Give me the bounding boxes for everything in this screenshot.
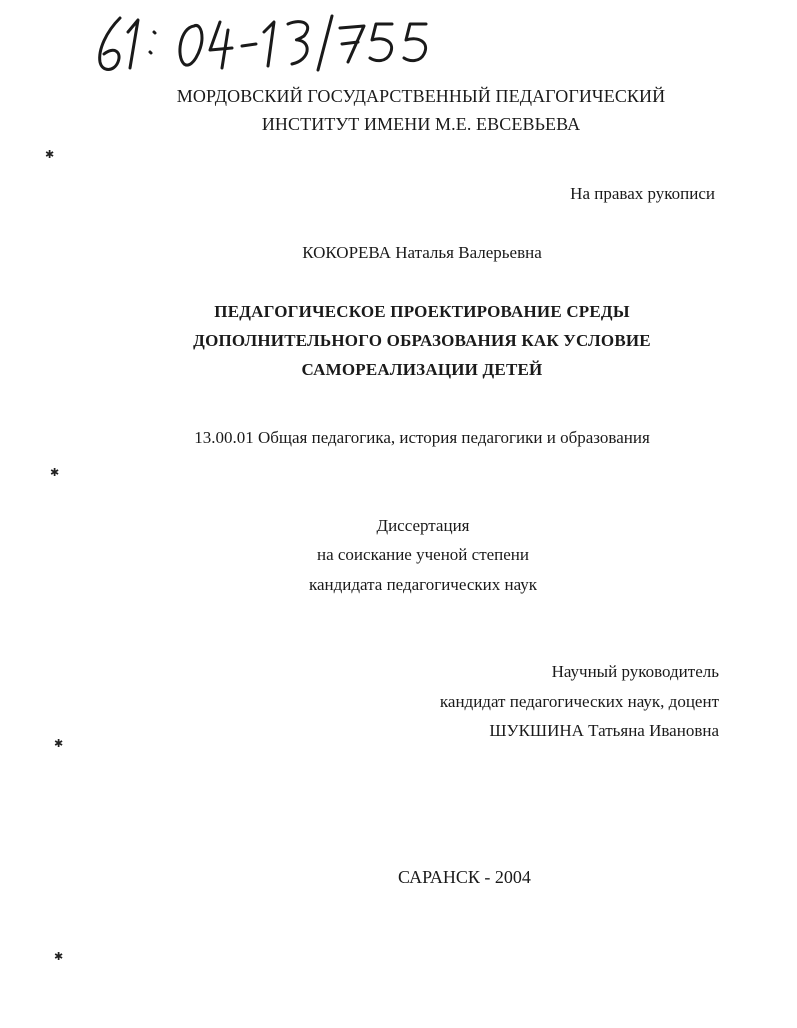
specialty-code: 13.00.01 Общая педагогика, история педагогики и образования <box>194 428 650 447</box>
dissertation-title-line-1: ПЕДАГОГИЧЕСКОЕ ПРОЕКТИРОВАНИЕ СРЕДЫ <box>214 302 630 321</box>
handwritten-number-drawing <box>92 6 432 86</box>
scan-mark-icon: ✱ <box>54 737 64 750</box>
scan-mark-icon: ✱ <box>54 950 64 963</box>
dissertation-title-line-2: ДОПОЛНИТЕЛЬНОГО ОБРАЗОВАНИЯ КАК УСЛОВИЕ <box>193 331 651 350</box>
advisor-label: Научный руководитель <box>551 662 719 681</box>
degree-line-3: кандидата педагогических наук <box>308 575 538 594</box>
degree-line-1: Диссертация <box>376 516 470 535</box>
dissertation-title-line-3: САМОРЕАЛИЗАЦИИ ДЕТЕЙ <box>301 360 543 379</box>
degree-line-2: на соискание ученой степени <box>316 545 530 564</box>
scan-mark-icon: ✱ <box>50 466 60 479</box>
author-name: КОКОРЕВА Наталья Валерьевна <box>302 243 542 262</box>
institution-line-1: МОРДОВСКИЙ ГОСУДАРСТВЕННЫЙ ПЕДАГОГИЧЕСКИЙ <box>176 86 666 106</box>
handwritten-catalog-number <box>92 6 432 86</box>
institution-line-2: ИНСТИТУТ ИМЕНИ М.Е. ЕВСЕВЬЕВА <box>261 114 581 134</box>
advisor-degree: кандидат педагогических наук, доцент <box>439 692 719 711</box>
advisor-name: ШУКШИНА Татьяна Ивановна <box>489 721 719 740</box>
scan-mark-icon: ✱ <box>45 148 55 161</box>
rights-note: На правах рукописи <box>570 184 715 203</box>
city-year: САРАНСК - 2004 <box>398 867 531 887</box>
